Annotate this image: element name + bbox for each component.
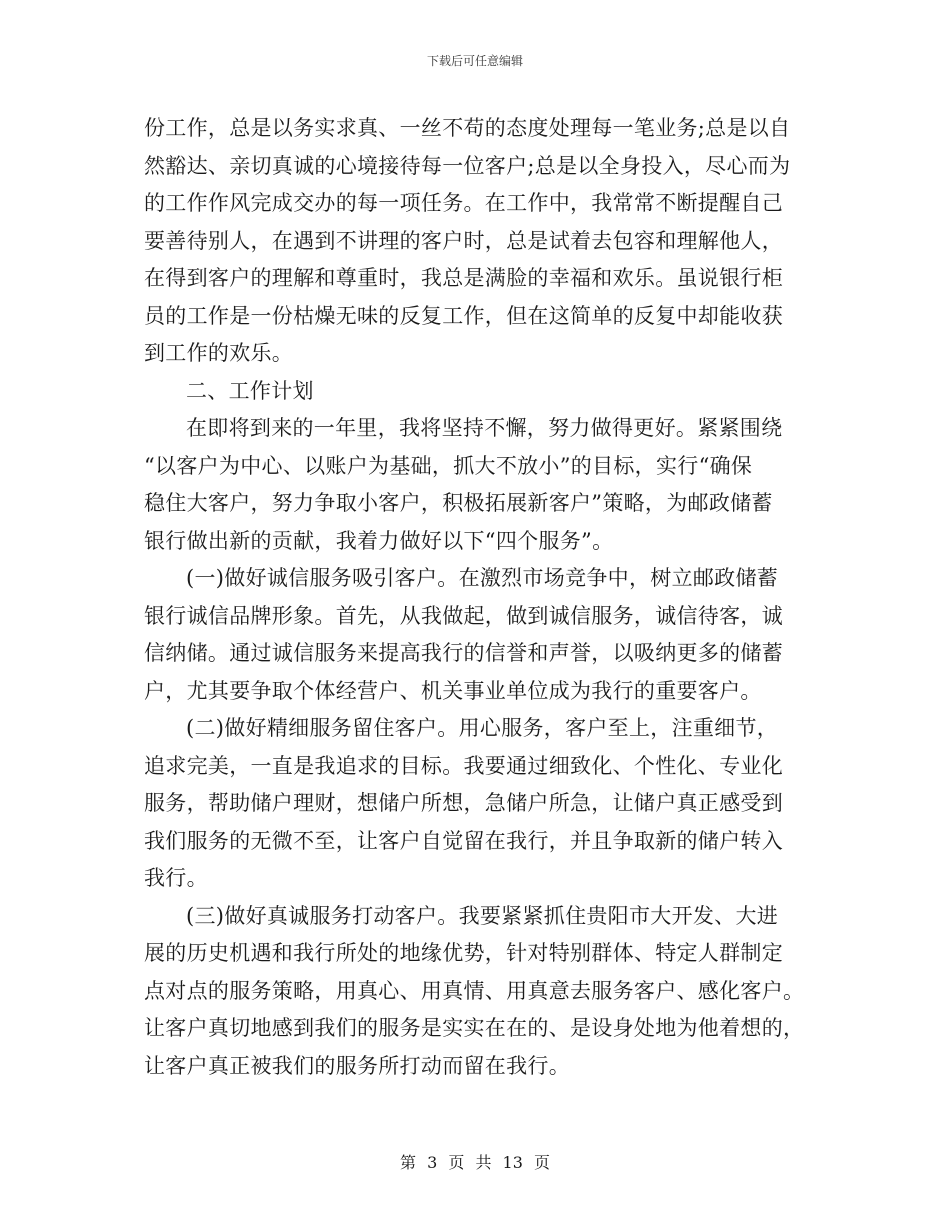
- text-line: 追求完美，一直是我追求的目标。我要通过细致化、个性化、专业化: [144, 753, 783, 778]
- text-line: (一)做好诚信服务吸引客户。在激烈市场竞争中，树立邮政储蓄: [186, 566, 779, 590]
- text-line: 要善待别人，在遇到不讲理的客户时，总是试着去包容和理解他人，: [144, 228, 783, 253]
- text-line: 让客户真正被我们的服务所打动而留在我行。: [144, 1053, 570, 1078]
- text-line: (三)做好真诚服务打动客户。我要紧紧抓住贵阳市大开发、大进: [186, 903, 779, 928]
- text-line: 的工作作风完成交办的每一项任务。在工作中，我常常不断提醒自己: [144, 191, 783, 215]
- text-line: 然豁达、亲切真诚的心境接待每一位客户;总是以全身投入，尽心而为: [144, 153, 791, 178]
- text-line: 户，尤其要争取个体经营户、机关事业单位成为我行的重要客户。: [144, 678, 762, 703]
- text-line: “以客户为中心、以账户为基础，抓大不放小”的目标，实行“确保: [144, 453, 753, 478]
- page-header: 下载后可任意编辑: [426, 54, 523, 68]
- text-line: 服务，帮助储户理财，想储户所想，急储户所急，让储户真正感受到: [144, 791, 783, 815]
- text-line: 我们服务的无微不至，让客户自觉留在我行，并且争取新的储户转入: [144, 828, 783, 853]
- text-line: 在得到客户的理解和尊重时，我总是满脸的幸福和欢乐。虽说银行柜: [144, 266, 783, 290]
- text-line: 银行诚信品牌形象。首先，从我做起，做到诚信服务，诚信待客，诚: [144, 603, 783, 628]
- text-line: (二)做好精细服务留住客户。用心服务，客户至上，注重细节，: [186, 716, 779, 740]
- text-line: 展的历史机遇和我行所处的地缘优势，针对特别群体、特定人群制定: [144, 941, 783, 965]
- text-line: 让客户真切地感到我们的服务是实实在在的、是设身处地为他着想的，: [144, 1016, 805, 1040]
- text-line: 银行做出新的贡献，我着力做好以下“四个服务”。: [144, 528, 614, 553]
- text-line: 二、工作计划: [186, 378, 314, 403]
- body-text: [144, 110, 808, 1085]
- text-line: 员的工作是一份枯燥无味的反复工作，但在这简单的反复中却能收获: [144, 303, 783, 328]
- text-line: 在即将到来的一年里，我将坚持不懈，努力做得更好。紧紧围绕: [186, 416, 783, 440]
- text-line: 点对点的服务策略，用真心、用真情、用真意去服务客户、感化客户。: [144, 978, 805, 1003]
- text-line: 稳住大客户，努力争取小客户，积极拓展新客户”策略，为邮政储蓄: [144, 491, 773, 515]
- page-footer: 第 3 页 共 13 页: [400, 1153, 550, 1172]
- text-line: 信纳储。通过诚信服务来提高我行的信誉和声誉，以吸纳更多的储蓄: [144, 641, 783, 665]
- text-line: 到工作的欢乐。: [144, 341, 294, 365]
- text-line: 我行。: [144, 866, 208, 890]
- text-line: 份工作，总是以务实求真、一丝不苟的态度处理每一笔业务;总是以自: [144, 116, 791, 140]
